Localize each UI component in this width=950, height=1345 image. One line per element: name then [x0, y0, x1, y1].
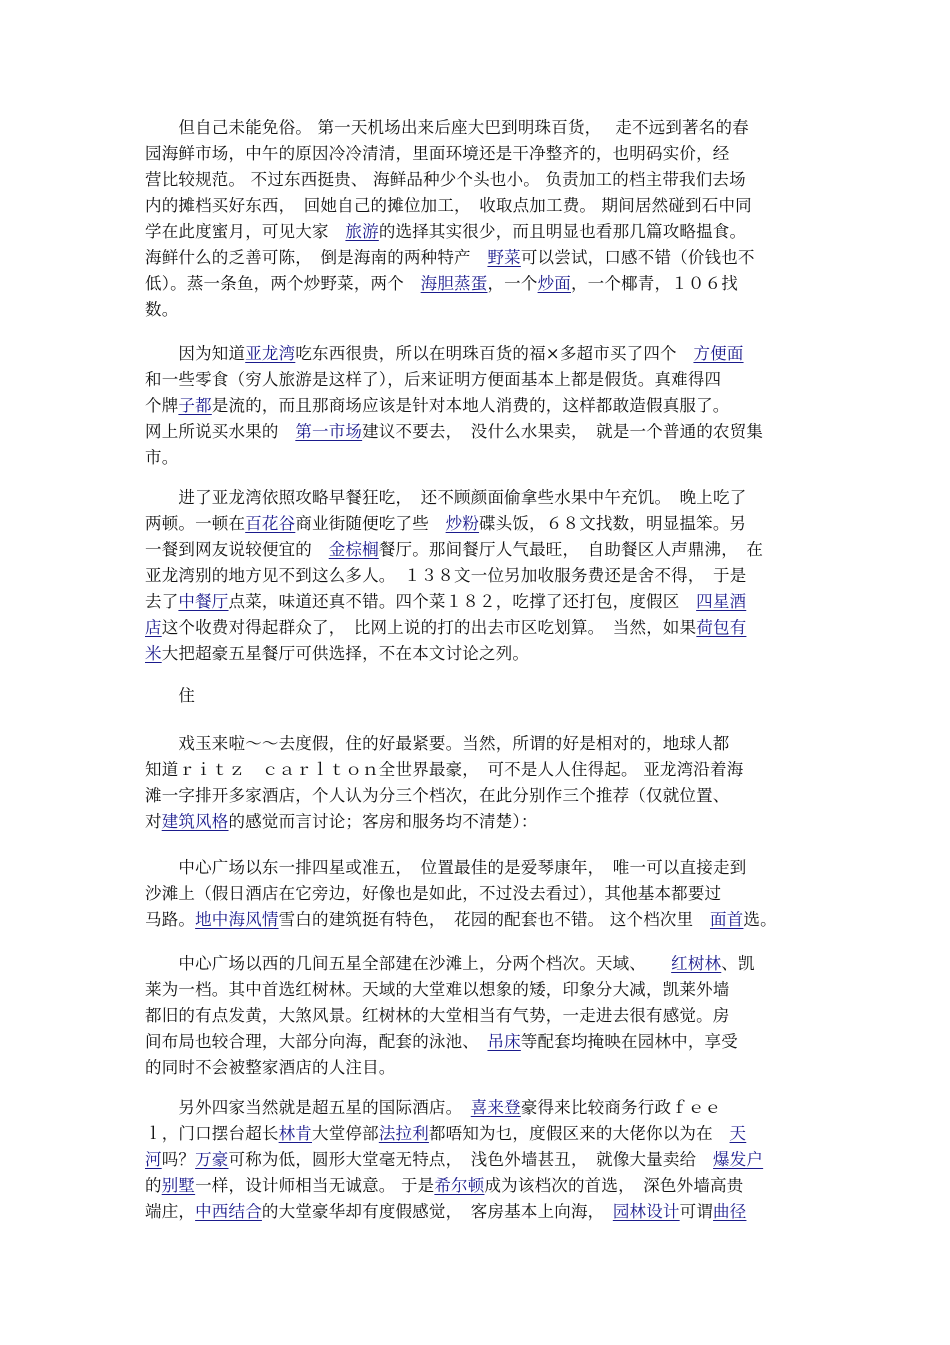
text-segment: 另外四家当然就是超五星的国际酒店。: [145, 1098, 471, 1117]
text-segment: 餐厅。那间餐厅人气最旺， 自助餐区人声鼎沸， 在: [378, 540, 764, 559]
text-line: [145, 1121, 815, 1147]
text-line: [145, 271, 815, 297]
text-segment: 营比较规范。 不过东西挺贵、 海鲜品种少个头也小。 负责加工的档主带我们去场: [145, 170, 746, 189]
keyword-link[interactable]: 红树林: [671, 954, 722, 973]
text-segment: 低）。蒸一条鱼，两个炒野菜，两个: [145, 274, 421, 293]
text-line: [145, 193, 815, 219]
keyword-link[interactable]: 林肯: [278, 1124, 313, 1143]
text-line: [145, 367, 815, 393]
text-line: [145, 341, 815, 367]
keyword-link[interactable]: 亚龙湾: [245, 344, 296, 363]
keyword-link[interactable]: 喜来登: [470, 1098, 521, 1117]
text-line: [145, 1055, 815, 1081]
keyword-link[interactable]: 爆发户: [713, 1150, 764, 1169]
text-segment: 莱为一档。其中首选红树林。天域的大堂难以想象的矮，印象分大减，凯莱外墙: [145, 980, 730, 999]
text-segment: 个牌: [145, 396, 179, 415]
text-segment: 因为知道: [145, 344, 246, 363]
keyword-link[interactable]: 炒粉: [445, 514, 480, 533]
keyword-link[interactable]: 米: [145, 644, 162, 663]
paragraph: [145, 115, 815, 323]
keyword-link[interactable]: 万豪: [195, 1150, 229, 1169]
text-line: [145, 809, 815, 835]
text-line: [145, 641, 815, 667]
text-segment: 这个收费对得起群众了， 比网上说的打的出去市区吃划算。 当然，如果: [161, 618, 697, 637]
text-segment: 园海鲜市场，中午的原因冷冷清清，里面环境还是干净整齐的，也明码实价，经: [145, 144, 730, 163]
text-line: [145, 511, 815, 537]
text-line: [145, 1173, 815, 1199]
text-segment: 是流的，而且那商场应该是针对本地人消费的，这样都敢造假真服了。: [211, 396, 730, 415]
text-line: [145, 907, 815, 933]
keyword-link[interactable]: 百花谷: [245, 514, 296, 533]
keyword-link[interactable]: 天: [729, 1124, 747, 1143]
text-segment: 都唔知为乜，度假区来的大佬你以为在: [428, 1124, 730, 1143]
text-line: [145, 485, 815, 511]
text-segment: 网上所说买水果的: [145, 422, 296, 441]
keyword-link[interactable]: 方便面: [693, 344, 744, 363]
text-segment: 可称为低，圆形大堂毫无特点， 浅色外墙甚丑， 就像大量卖给: [228, 1150, 714, 1169]
keyword-link[interactable]: 建筑风格: [161, 812, 229, 831]
text-segment: 商业街随便吃了些: [295, 514, 446, 533]
paragraph: [145, 683, 815, 709]
text-segment: 碟头饭，６８文找数，明显揾笨。另: [479, 514, 747, 533]
keyword-link[interactable]: 野菜: [487, 248, 521, 267]
paragraph: [145, 855, 815, 933]
text-line: [145, 115, 815, 141]
text-line: [145, 1199, 815, 1225]
keyword-link[interactable]: 河: [145, 1150, 162, 1169]
text-line: [145, 393, 815, 419]
paragraph: [145, 731, 815, 835]
text-segment: 马路。: [145, 910, 196, 929]
text-segment: ，一个: [487, 274, 538, 293]
text-segment: 对: [145, 812, 162, 831]
text-segment: 成为该档次的首选， 深色外墙高贵: [484, 1176, 744, 1195]
text-segment: 学在此度蜜月，可见大家: [145, 222, 346, 241]
keyword-link[interactable]: 荷包有: [696, 618, 747, 637]
paragraph: [145, 341, 815, 471]
keyword-link[interactable]: 炒面: [537, 274, 571, 293]
text-line: [145, 1003, 815, 1029]
keyword-link[interactable]: 海胆蒸蛋: [420, 274, 488, 293]
keyword-link[interactable]: 中西结合: [195, 1202, 262, 1221]
text-segment: 建议不要去， 没什么水果卖， 就是一个普通的农贸集: [362, 422, 764, 441]
text-line: [145, 219, 815, 245]
text-segment: 大堂停部: [312, 1124, 379, 1143]
text-line: [145, 141, 815, 167]
text-segment: 亚龙湾别的地方见不到这么多人。 １３８文一位另加收服务费还是舍不得， 于是: [145, 566, 747, 585]
text-segment: 选。: [743, 910, 777, 929]
text-segment: 间布局也较合理，大部分向海，配套的泳池、: [145, 1032, 488, 1051]
text-segment: 和一些零食（穷人旅游是这样了），后来证明方便面基本上都是假货。真难得四: [145, 370, 722, 389]
text-line: [145, 783, 815, 809]
keyword-link[interactable]: 面首: [710, 910, 744, 929]
paragraph: [145, 951, 815, 1081]
text-line: [145, 951, 815, 977]
keyword-link[interactable]: 园林设计: [612, 1202, 680, 1221]
paragraph: [145, 485, 815, 667]
text-segment: 内的摊档买好东西， 回她自己的摊位加工， 收取点加工费。 期间居然碰到石中同: [145, 196, 752, 215]
keyword-link[interactable]: 四星酒: [696, 592, 747, 611]
keyword-link[interactable]: 希尔顿: [434, 1176, 485, 1195]
text-segment: 吗？: [161, 1150, 196, 1169]
keyword-link[interactable]: 旅游: [345, 222, 379, 241]
text-segment: 的大堂豪华却有度假感觉， 客房基本上向海，: [261, 1202, 613, 1221]
text-line: [145, 615, 815, 641]
text-segment: 市。: [145, 448, 179, 467]
text-line: [145, 757, 815, 783]
text-segment: 但自己未能免俗。 第一天机场出来后座大巴到明珠百货， 走不远到著名的春: [145, 118, 749, 137]
text-segment: 知道ｒｉｔｚ ｃａｒｌｔｏｎ全世界最豪， 可不是人人住得起。 亚龙湾沿着海: [145, 760, 744, 779]
text-line: [145, 1095, 815, 1121]
text-line: [145, 563, 815, 589]
text-segment: 可谓: [679, 1202, 714, 1221]
text-segment: 等配套均掩映在园林中，享受: [520, 1032, 738, 1051]
text-segment: 点菜，味道还真不错。四个菜１８２，吃撑了还打包，度假区: [228, 592, 697, 611]
keyword-link[interactable]: 法拉利: [378, 1124, 429, 1143]
text-line: [145, 977, 815, 1003]
text-segment: 豪得来比较商务行政ｆｅｅ: [520, 1098, 722, 1117]
text-segment: 一样，设计师相当无诚意。 于是: [195, 1176, 435, 1195]
text-line: [145, 1147, 815, 1173]
text-segment: 数。: [145, 300, 179, 319]
text-segment: 沙滩上（假日酒店在它旁边，好像也是如此，不过没去看过），其他基本都要过: [145, 884, 722, 903]
text-line: [145, 1029, 815, 1055]
text-segment: 的同时不会被整家酒店的人注目。: [145, 1058, 396, 1077]
keyword-link[interactable]: 别墅: [161, 1176, 196, 1195]
text-segment: 两顿。一顿在: [145, 514, 246, 533]
text-segment: 的感觉而言讨论；客房和服务均不清楚）：: [228, 812, 538, 831]
text-line: [145, 683, 815, 709]
text-line: [145, 445, 815, 471]
keyword-link[interactable]: 金棕榈: [328, 540, 379, 559]
text-line: [145, 297, 815, 323]
keyword-link[interactable]: 第一市场: [295, 422, 363, 441]
text-line: [145, 245, 815, 271]
text-segment: ，一个椰青，１０６找: [570, 274, 738, 293]
text-segment: 都旧的有点发黄，大煞风景。红树林的大堂相当有气势，一走进去很有感觉。房: [145, 1006, 730, 1025]
text-line: [145, 167, 815, 193]
text-line: [145, 731, 815, 757]
text-segment: 可以尝试，口感不错（价钱也不: [520, 248, 755, 267]
text-line: [145, 855, 815, 881]
text-segment: 海鲜什么的乏善可陈， 倒是海南的两种特产: [145, 248, 488, 267]
text-segment: 去了: [145, 592, 179, 611]
text-line: [145, 537, 815, 563]
text-segment: 住: [145, 686, 196, 705]
text-segment: ｌ，门口摆台超长: [145, 1124, 279, 1143]
text-segment: 雪白的建筑挺有特色， 花园的配套也不错。 这个档次里: [278, 910, 711, 929]
keyword-link[interactable]: 曲径: [713, 1202, 747, 1221]
text-line: [145, 419, 815, 445]
text-segment: 吃东西很贵，所以在明珠百货的福×多超市买了四个: [295, 344, 694, 363]
text-segment: 的: [145, 1176, 162, 1195]
keyword-link[interactable]: 子都: [178, 396, 212, 415]
text-segment: 一餐到网友说较便宜的: [145, 540, 329, 559]
text-segment: 、凯: [721, 954, 755, 973]
text-segment: 端庄，: [145, 1202, 196, 1221]
text-segment: 的选择其实很少，而且明显也看那几篇攻略揾食。: [378, 222, 747, 241]
keyword-link[interactable]: 吊床: [487, 1032, 521, 1051]
text-segment: 中心广场以东一排四星或准五， 位置最佳的是爱琴康年， 唯一可以直接走到: [145, 858, 747, 877]
keyword-link[interactable]: 地中海风情: [195, 910, 279, 929]
text-segment: 戏玉来啦～～去度假，住的好最紧要。当然，所谓的好是相对的，地球人都: [145, 734, 730, 753]
text-segment: 滩一字排开多家酒店，个人认为分三个档次，在此分别作三个推荐（仅就位置、: [145, 786, 730, 805]
text-line: [145, 589, 815, 615]
paragraph: [145, 1095, 815, 1225]
text-segment: 大把超豪五星餐厅可供选择，不在本文讨论之列。: [161, 644, 530, 663]
keyword-link[interactable]: 店: [145, 618, 162, 637]
text-segment: 进了亚龙湾依照攻略早餐狂吃， 还不顾颜面偷拿些水果中午充饥。 晚上吃了: [145, 488, 747, 507]
text-line: [145, 881, 815, 907]
text-segment: 中心广场以西的几间五星全部建在沙滩上，分两个档次。天域、: [145, 954, 672, 973]
keyword-link[interactable]: 中餐厅: [178, 592, 229, 611]
